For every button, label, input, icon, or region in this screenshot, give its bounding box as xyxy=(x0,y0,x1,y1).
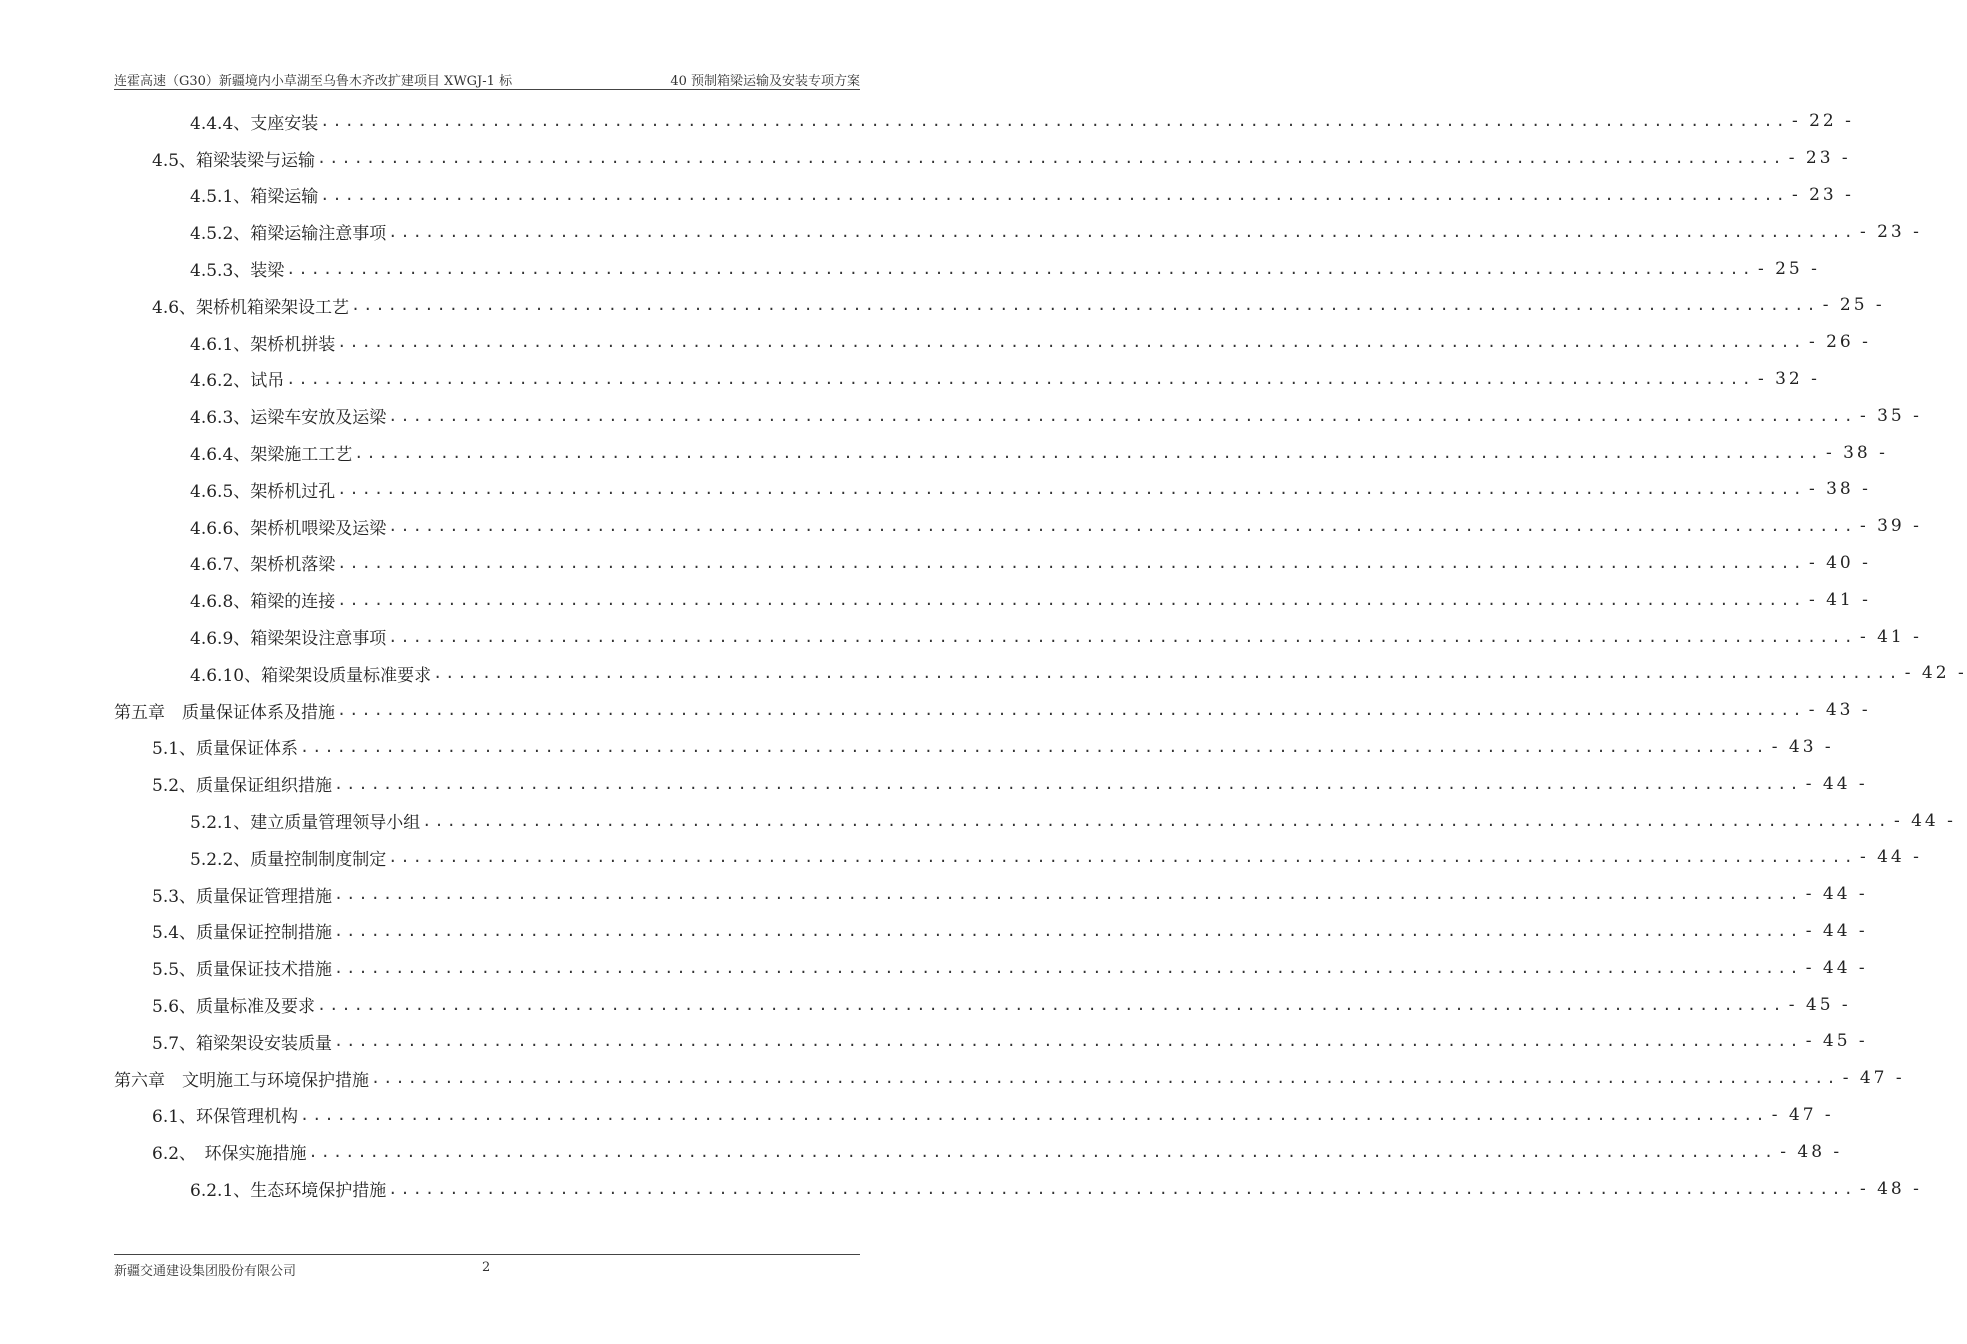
toc-dot-leader: ........................................................................................................................ xyxy=(388,222,1856,241)
toc-entry-label: 5.1、质量保证体系 xyxy=(152,739,299,760)
toc-entry[interactable] xyxy=(114,324,1871,361)
toc-entry[interactable] xyxy=(114,397,1922,434)
toc-entry-label: 5.2.2、质量控制制度制定 xyxy=(190,849,387,870)
toc-entry-page: - 42 - xyxy=(1904,663,1967,684)
toc-dot-leader: ........................................................................................................................ xyxy=(388,627,1856,646)
toc-entry-page: - 25 - xyxy=(1822,295,1885,316)
footer-divider xyxy=(114,1254,860,1255)
toc-entry-label: 6.2、 环保实施措施 xyxy=(152,1144,307,1165)
toc-dot-leader: ........................................................................................................................ xyxy=(334,774,1802,793)
toc-dot-leader: ........................................................................................................................ xyxy=(433,664,1901,683)
toc-entry[interactable] xyxy=(114,949,1868,986)
toc-entry-page: - 35 - xyxy=(1859,405,1922,426)
toc-entry-page: - 25 - xyxy=(1757,258,1820,279)
toc-entry[interactable] xyxy=(114,361,1820,398)
toc-dot-leader: ........................................................................................................................ xyxy=(334,921,1802,940)
toc-dot-leader: ........................................................................................................................ xyxy=(337,701,1805,720)
toc-entry-label: 5.4、质量保证控制措施 xyxy=(152,923,333,944)
toc-entry-page: - 48 - xyxy=(1859,1178,1922,1199)
toc-entry[interactable] xyxy=(114,876,1868,913)
toc-entry-label: 4.5.3、装梁 xyxy=(190,261,285,282)
toc-entry-page: - 43 - xyxy=(1808,700,1871,721)
toc-entry-label: 4.6.4、架梁施工工艺 xyxy=(190,445,353,466)
toc-dot-leader: ........................................................................................................................ xyxy=(388,517,1856,536)
header-document-title: 40 预制箱梁运输及安装专项方案 xyxy=(670,74,860,89)
toc-entry-page: - 44 - xyxy=(1893,810,1956,831)
toc-entry-page: - 26 - xyxy=(1808,332,1871,353)
toc-entry-page: - 38 - xyxy=(1825,442,1888,463)
toc-dot-leader: ........................................................................................................................ xyxy=(337,590,1805,609)
toc-entry-label: 4.6.2、试吊 xyxy=(190,371,285,392)
toc-entry-label: 4.6.1、架桥机拼装 xyxy=(190,334,336,355)
header-project-title: 连霍高速（G30）新疆境内小草湖至乌鲁木齐改扩建项目 XWGJ-1 标 xyxy=(114,74,513,89)
header-divider xyxy=(114,89,860,90)
toc-entry-page: - 44 - xyxy=(1805,884,1868,905)
toc-entry-label: 第六章 文明施工与环境保护措施 xyxy=(114,1070,369,1091)
toc-entry-label: 5.2、质量保证组织措施 xyxy=(152,776,333,797)
toc-entry-page: - 22 - xyxy=(1791,111,1854,132)
toc-entry[interactable] xyxy=(114,618,1922,655)
toc-entry[interactable] xyxy=(114,581,1871,618)
toc-dot-leader: ........................................................................................................................ xyxy=(300,737,1768,756)
toc-entry[interactable] xyxy=(114,213,1922,250)
toc-entry-page: - 23 - xyxy=(1859,221,1922,242)
toc-dot-leader: ........................................................................................................................ xyxy=(388,1179,1856,1198)
toc-entry[interactable] xyxy=(114,986,1851,1023)
toc-entry-page: - 23 - xyxy=(1791,184,1854,205)
toc-entry[interactable] xyxy=(114,655,1967,692)
toc-dot-leader: ........................................................................................................................ xyxy=(308,1142,1777,1161)
toc-dot-leader: ........................................................................................................................ xyxy=(351,296,1819,315)
toc-entry[interactable] xyxy=(114,1170,1922,1207)
toc-entry-page: - 40 - xyxy=(1808,552,1871,573)
footer-page-number: 2 xyxy=(482,1260,491,1275)
toc-entry[interactable] xyxy=(114,765,1868,802)
toc-entry-label: 4.6.6、架桥机喂梁及运梁 xyxy=(190,518,387,539)
toc-entry-page: - 41 - xyxy=(1808,589,1871,610)
toc-dot-leader: ........................................................................................................................ xyxy=(334,958,1802,977)
toc-dot-leader: ........................................................................................................................ xyxy=(317,149,1785,168)
toc-dot-leader: ........................................................................................................................ xyxy=(286,369,1754,388)
toc-entry-label: 5.7、箱梁架设安装质量 xyxy=(152,1033,333,1054)
toc-entry[interactable] xyxy=(114,1023,1868,1060)
toc-entry[interactable] xyxy=(114,287,1885,324)
toc-entry[interactable] xyxy=(114,1097,1834,1134)
toc-entry[interactable] xyxy=(114,140,1851,177)
toc-entry-page: - 41 - xyxy=(1859,626,1922,647)
toc-entry[interactable] xyxy=(114,839,1922,876)
toc-dot-leader: ........................................................................................................................ xyxy=(371,1069,1839,1088)
toc-dot-leader: ........................................................................................................................ xyxy=(317,995,1785,1014)
toc-entry-page: - 32 - xyxy=(1757,368,1820,389)
toc-entry-label: 4.6.9、箱梁架设注意事项 xyxy=(190,629,387,650)
toc-entry-page: - 44 - xyxy=(1805,957,1868,978)
toc-entry-page: - 45 - xyxy=(1788,994,1851,1015)
toc-entry[interactable] xyxy=(114,1060,1905,1097)
toc-entry[interactable] xyxy=(114,508,1922,545)
toc-entry[interactable] xyxy=(114,471,1871,508)
toc-entry-label: 6.1、环保管理机构 xyxy=(152,1107,299,1128)
toc-entry-label: 4.5.1、箱梁运输 xyxy=(190,187,319,208)
toc-dot-leader: ........................................................................................................................ xyxy=(388,406,1856,425)
toc-dot-leader: ........................................................................................................................ xyxy=(337,553,1805,572)
toc-entry[interactable] xyxy=(114,802,1956,839)
toc-dot-leader: ........................................................................................................................ xyxy=(334,885,1802,904)
toc-dot-leader: ........................................................................................................................ xyxy=(388,848,1856,867)
toc-entry-label: 4.5.2、箱梁运输注意事项 xyxy=(190,224,387,245)
table-of-contents xyxy=(114,103,1967,1207)
toc-dot-leader: ........................................................................................................................ xyxy=(320,185,1788,204)
toc-entry-label: 4.6.7、架桥机落梁 xyxy=(190,555,336,576)
toc-entry-label: 第五章 质量保证体系及措施 xyxy=(114,702,335,723)
toc-dot-leader: ........................................................................................................................ xyxy=(334,1032,1802,1051)
toc-entry[interactable] xyxy=(114,434,1888,471)
toc-dot-leader: ........................................................................................................................ xyxy=(354,443,1822,462)
toc-entry-label: 4.6、架桥机箱梁架设工艺 xyxy=(152,297,350,318)
toc-dot-leader: ........................................................................................................................ xyxy=(320,112,1788,131)
toc-entry-label: 4.6.10、箱梁架设质量标准要求 xyxy=(190,665,432,686)
toc-entry[interactable] xyxy=(114,729,1834,766)
toc-entry-page: - 48 - xyxy=(1780,1141,1843,1162)
toc-entry-label: 5.5、质量保证技术措施 xyxy=(152,960,333,981)
toc-entry[interactable] xyxy=(114,545,1871,582)
toc-entry-page: - 23 - xyxy=(1788,148,1851,169)
footer-company-name: 新疆交通建设集团股份有限公司 xyxy=(114,1264,297,1279)
toc-entry[interactable] xyxy=(114,1133,1843,1170)
toc-dot-leader: ........................................................................................................................ xyxy=(337,333,1805,352)
toc-entry-page: - 44 - xyxy=(1805,920,1868,941)
toc-entry-page: - 43 - xyxy=(1771,736,1834,757)
toc-entry-label: 5.3、质量保证管理措施 xyxy=(152,886,333,907)
page-header xyxy=(114,66,860,90)
toc-entry[interactable] xyxy=(114,103,1854,140)
toc-entry-page: - 44 - xyxy=(1805,773,1868,794)
toc-entry-label: 4.5、箱梁装梁与运输 xyxy=(152,150,316,171)
page-footer xyxy=(114,1258,860,1278)
toc-dot-leader: ........................................................................................................................ xyxy=(337,480,1805,499)
toc-entry[interactable] xyxy=(114,250,1820,287)
toc-dot-leader: ........................................................................................................................ xyxy=(300,1105,1768,1124)
toc-entry-page: - 39 - xyxy=(1859,516,1922,537)
toc-dot-leader: ........................................................................................................................ xyxy=(422,811,1890,830)
toc-entry-label: 4.6.8、箱梁的连接 xyxy=(190,592,336,613)
toc-entry[interactable] xyxy=(114,913,1868,950)
toc-entry-label: 4.4.4、支座安装 xyxy=(190,113,319,134)
toc-entry-label: 5.2.1、建立质量管理领导小组 xyxy=(190,813,421,834)
toc-entry-page: - 45 - xyxy=(1805,1031,1868,1052)
toc-entry-label: 4.6.3、运梁车安放及运梁 xyxy=(190,408,387,429)
toc-entry-page: - 38 - xyxy=(1808,479,1871,500)
toc-entry-page: - 44 - xyxy=(1859,847,1922,868)
toc-entry-page: - 47 - xyxy=(1842,1068,1905,1089)
toc-dot-leader: ........................................................................................................................ xyxy=(286,259,1754,278)
toc-entry-page: - 47 - xyxy=(1771,1104,1834,1125)
toc-entry-label: 6.2.1、生态环境保护措施 xyxy=(190,1181,387,1201)
toc-entry-label: 5.6、质量标准及要求 xyxy=(152,997,316,1018)
toc-entry[interactable] xyxy=(114,692,1871,729)
toc-entry-label: 4.6.5、架桥机过孔 xyxy=(190,481,336,502)
toc-entry[interactable] xyxy=(114,177,1854,214)
